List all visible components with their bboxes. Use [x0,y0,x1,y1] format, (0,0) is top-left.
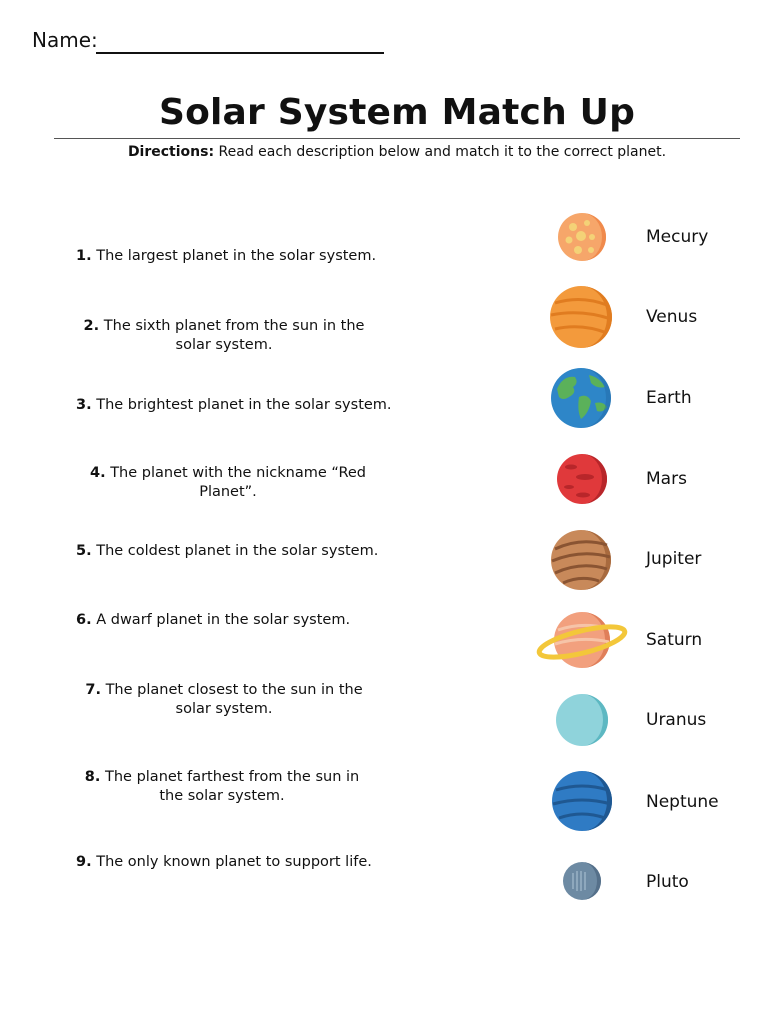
title-divider [54,138,740,139]
description-number: 9. [76,854,92,870]
planet-label-mercury: Mecury [646,227,709,247]
description-number: 8. [84,769,101,785]
planet-label-jupiter: Jupiter [646,549,702,569]
planet-label-earth: Earth [646,388,692,408]
description-number: 3. [76,397,92,413]
description-text: The sixth planet from the sun in the solar system. [99,318,365,353]
earth-icon [549,367,613,429]
description-text: The planet with the nickname “Red Planet”. [105,465,367,500]
planet-label-neptune: Neptune [646,792,719,812]
description-item-1 [76,247,426,266]
description-text: The only known planet to support life. [91,854,372,870]
description-item-6 [76,611,426,630]
planet-label-uranus: Uranus [646,710,707,730]
description-number: 1. [76,248,92,264]
description-number: 7. [85,682,101,698]
description-text: The coldest planet in the solar system. [91,543,379,559]
description-number: 4. [89,465,106,481]
description-item-9 [76,853,426,872]
directions-text: Read each description below and match it to the correct planet. [214,144,667,160]
name-field[interactable] [32,28,392,58]
neptune-icon [549,770,615,832]
description-text: The planet farthest from the sun in the solar system. [100,769,360,804]
description-number: 6. [76,612,92,628]
description-item-8 [76,768,368,806]
planet-label-mars: Mars [646,469,687,489]
description-item-4 [76,464,380,502]
page-title: Solar System Match Up [158,92,636,133]
name-label: Name: [32,28,98,52]
description-item-5 [76,542,426,561]
uranus-icon [555,693,609,747]
mars-icon [555,453,609,505]
planet-label-saturn: Saturn [646,630,703,650]
description-text: The largest planet in the solar system. [91,248,377,264]
description-item-7 [76,681,372,719]
description-item-3 [76,396,426,415]
planet-label-pluto: Pluto [646,872,689,892]
mercury-icon [556,211,608,263]
saturn-icon [536,608,628,672]
directions [0,144,768,160]
description-text: The brightest planet in the solar system. [91,397,392,413]
description-text: A dwarf planet in the solar system. [91,612,351,628]
venus-icon [547,285,615,349]
name-blank-line[interactable] [96,52,384,54]
jupiter-icon [549,529,613,591]
description-text: The planet closest to the sun in the solar system. [100,682,363,717]
description-number: 5. [76,543,92,559]
planet-label-venus: Venus [646,307,698,327]
pluto-icon [562,861,602,901]
description-item-2 [76,317,372,355]
description-number: 2. [83,318,100,334]
directions-lead: Directions: [127,144,215,160]
